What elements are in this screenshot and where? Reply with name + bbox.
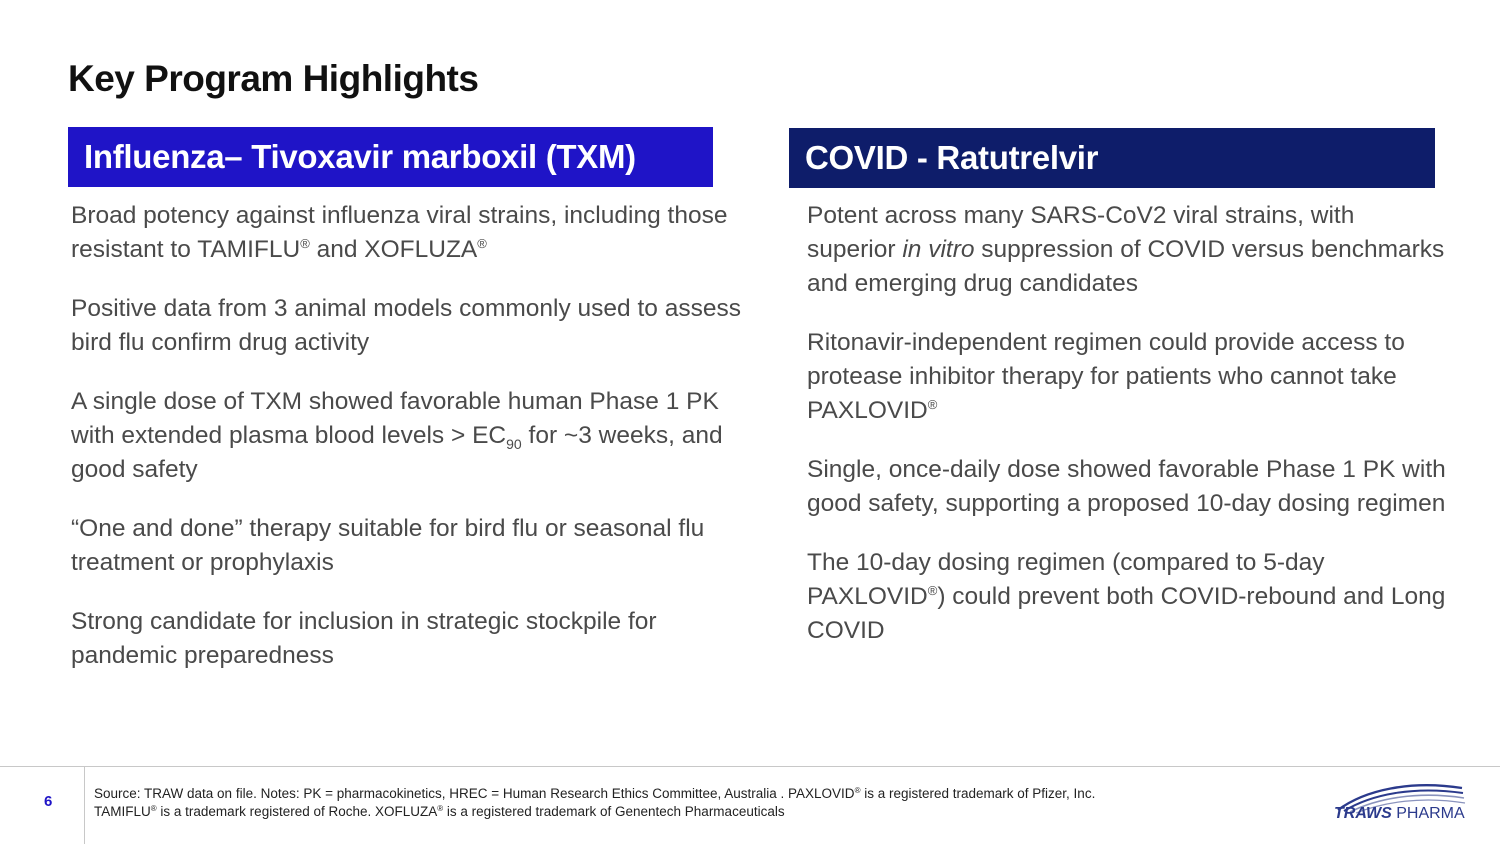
list-item: Potent across many SARS-CoV2 viral strains, with superior in vitro suppression of COVID versus benchmarks and emerging drug candidates [807, 202, 1445, 297]
list-item: Ritonavir-independent regimen could provide access to protease inhibitor therapy for patients who cannot take PAXLOVID® [807, 329, 1405, 424]
list-item: The 10-day dosing regimen (compared to 5-day PAXLOVID®) could prevent both COVID-rebound and Long COVID [807, 549, 1446, 644]
footer-divider-line [0, 766, 1500, 767]
influenza-highlights [71, 199, 761, 698]
list-item: Single, once-daily dose showed favorable Phase 1 PK with good safety, supporting a proposed 10-day dosing regimen [807, 456, 1446, 517]
list-item: A single dose of TXM showed favorable human Phase 1 PK with extended plasma blood levels > $EC_{90}$ for ~3 weeks, and good safety [71, 388, 723, 483]
list-item: “One and done” therapy suitable for bird flu or seasonal flu treatment or prophylaxis [71, 515, 705, 576]
list-item: Broad potency against influenza viral strains, including those resistant to TAMIFLU® and XOFLUZA® [71, 202, 728, 263]
influenza-header: Influenza– Tivoxavir marboxil (TXM) [68, 127, 713, 187]
list-item: Positive data from 3 animal models commonly used to assess bird flu confirm drug activity [71, 295, 741, 356]
footer-vertical-divider [84, 767, 85, 844]
covid-header: COVID - Ratutrelvir [789, 128, 1435, 188]
logo-wordmark: TRAWS PHARMA [1334, 805, 1465, 822]
covid-highlights [807, 199, 1447, 673]
footer-source-note [94, 785, 1304, 821]
footer-line-1: Source: TRAW data on file. Notes: PK = pharmacokinetics, HREC = Human Research Ethics Committee, Australia . PAXLOVID® is a registered trademark of Pfizer, Inc. [94, 786, 1096, 801]
footer-line-2: TAMIFLU® is a trademark registered of Roche. XOFLUZA® is a registered trademark of Genentech Pharmaceuticals [94, 804, 785, 819]
list-item: Strong candidate for inclusion in strategic stockpile for pandemic preparedness [71, 608, 657, 669]
page-title: Key Program Highlights [68, 58, 479, 99]
page-number: 6 [44, 793, 53, 810]
